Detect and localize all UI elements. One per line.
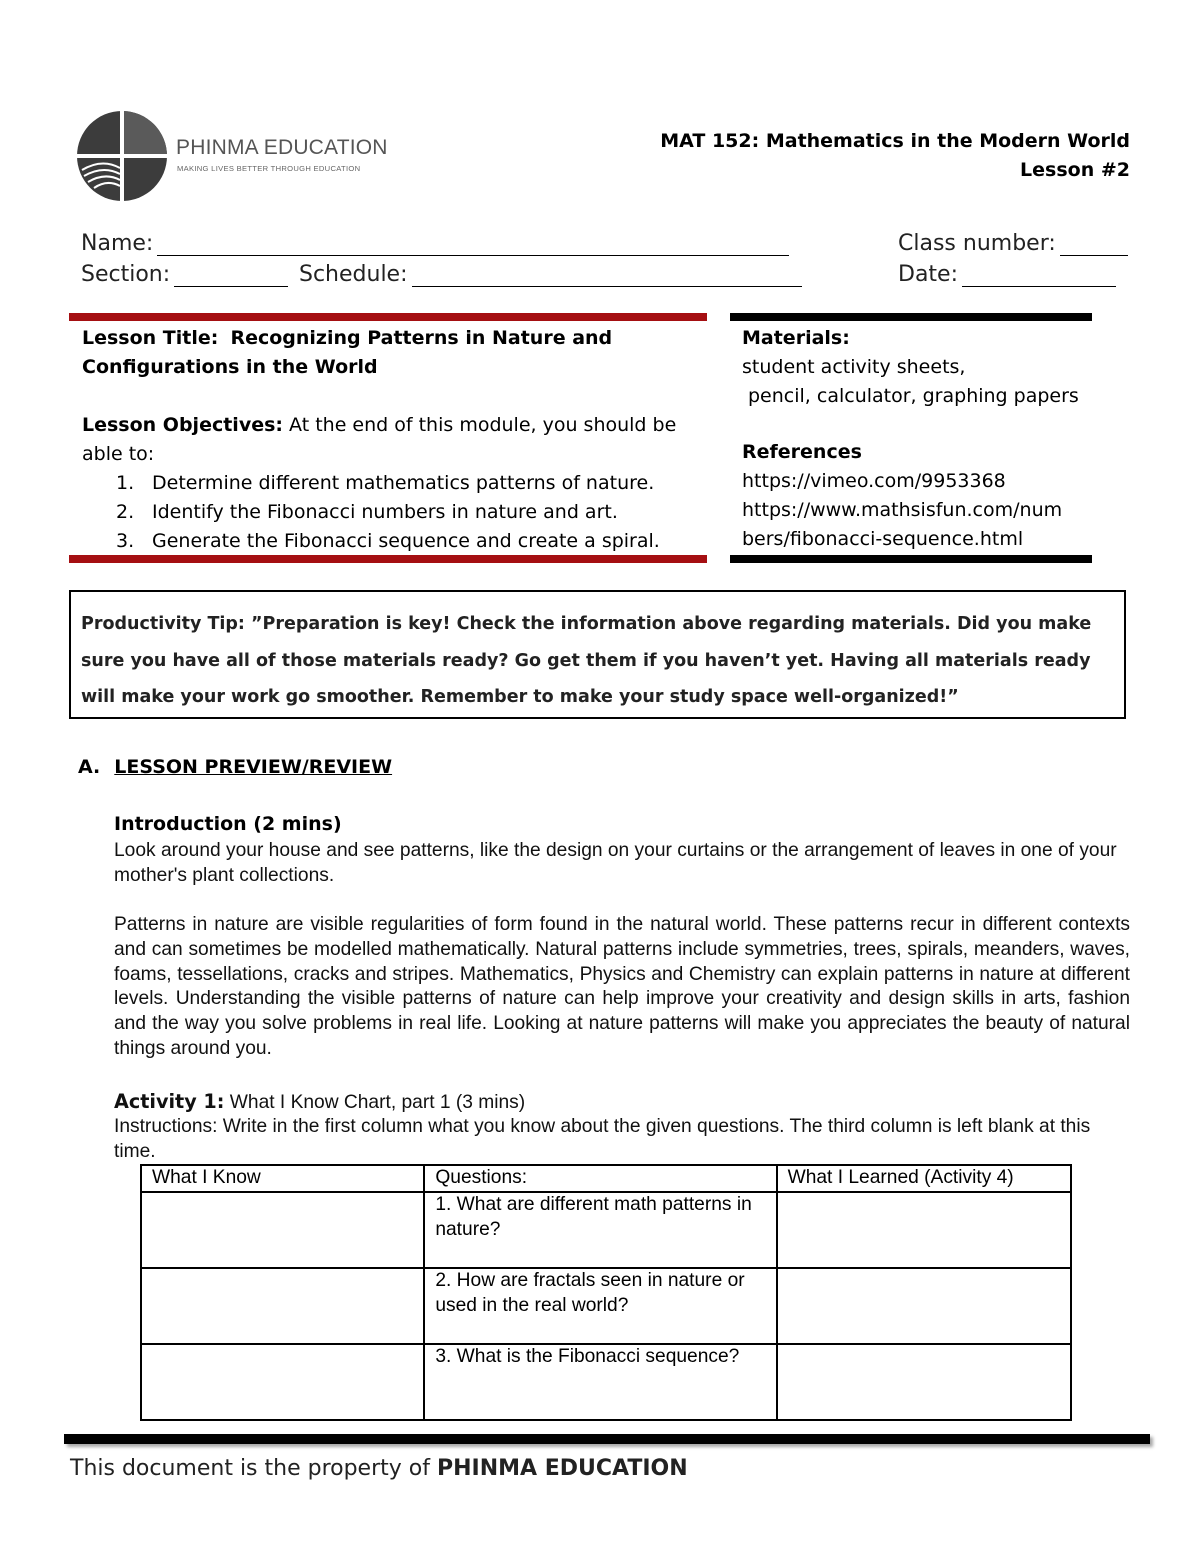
schedule-field[interactable] — [299, 262, 802, 287]
materials-line1: student activity sheets, — [742, 356, 966, 378]
section-letter: A. — [78, 756, 101, 778]
lesson-number: Lesson #2 — [1020, 159, 1130, 181]
lesson-top-bar — [69, 313, 707, 321]
tip-text: ”Preparation is key! Check the information above regarding materials. Did you make sure you have all of those materials ready? Go get them if you haven’t yet. Having all materials ready will make your work go smoother. Remember to make your study space well-organized!” — [81, 614, 1092, 707]
table-row — [141, 1192, 1071, 1268]
footer-owner: PHINMA EDUCATION — [436, 1456, 688, 1481]
footer-bar — [64, 1434, 1150, 1444]
materials-bottom-bar — [730, 555, 1092, 563]
know-cell[interactable] — [141, 1344, 424, 1420]
section-field[interactable] — [81, 262, 288, 287]
know-cell[interactable] — [141, 1192, 424, 1268]
question-cell: 2. How are fractals seen in nature or used in the real world? — [424, 1268, 776, 1344]
tip-label: Productivity Tip: — [81, 614, 245, 634]
reference-link-2-line2[interactable]: bers/fibonacci-sequence.html — [742, 528, 1024, 550]
lesson-title-line1: Recognizing Patterns in Nature and — [230, 327, 613, 349]
table-row — [141, 1344, 1071, 1420]
logo-tagline: MAKING LIVES BETTER THROUGH EDUCATION — [177, 164, 361, 173]
reference-link-1[interactable]: https://vimeo.com/9953368 — [742, 470, 1006, 492]
header-questions: Questions: — [424, 1165, 776, 1192]
objective-item: 2. Identify the Fibonacci numbers in nature and art. — [116, 501, 618, 523]
objective-item: 3. Generate the Fibonacci sequence and create a spiral. — [116, 530, 660, 552]
class-number-field[interactable] — [898, 231, 1128, 256]
objective-item: 1. Determine different mathematics patterns of nature. — [116, 472, 655, 494]
lesson-info-box — [82, 324, 702, 556]
table-header-row — [141, 1165, 1071, 1192]
know-cell[interactable] — [141, 1268, 424, 1344]
introduction-heading: Introduction (2 mins) — [114, 813, 342, 835]
header-what-i-learned: What I Learned (Activity 4) — [777, 1165, 1071, 1192]
lesson-bottom-bar — [69, 555, 707, 563]
productivity-tip-box — [69, 590, 1126, 719]
section-a-heading — [78, 756, 392, 778]
course-title: MAT 152: Mathematics in the Modern World — [660, 130, 1130, 152]
section-title: LESSON PREVIEW/REVIEW — [114, 756, 393, 778]
date-field[interactable] — [898, 262, 1116, 287]
section-label: Section: — [81, 262, 171, 287]
class-number-line[interactable] — [1060, 235, 1128, 256]
question-cell: 1. What are different math patterns in nature? — [424, 1192, 776, 1268]
objectives-intro-line2: able to: — [82, 443, 155, 465]
footer-text — [70, 1456, 688, 1481]
learned-cell[interactable] — [777, 1344, 1071, 1420]
lesson-title-label: Lesson Title: — [82, 327, 219, 349]
table-row — [141, 1268, 1071, 1344]
reference-link-2-line1[interactable]: https://www.mathsisfun.com/num — [742, 499, 1063, 521]
schedule-line[interactable] — [412, 266, 802, 287]
phinma-logo-icon — [76, 110, 168, 202]
name-line[interactable] — [157, 235, 789, 256]
activity1-instructions: Instructions: Write in the first column what you know about the given questions. The third column is left blank at this time. — [114, 1116, 1091, 1162]
objectives-label: Lesson Objectives: — [82, 414, 283, 436]
section-line[interactable] — [174, 266, 288, 287]
logo-name: PHINMA EDUCATION — [176, 136, 388, 159]
activity1-heading — [114, 1090, 1130, 1116]
objectives-list — [116, 469, 702, 556]
name-field[interactable] — [81, 231, 789, 256]
learned-cell[interactable] — [777, 1192, 1071, 1268]
date-label: Date: — [898, 262, 958, 287]
name-label: Name: — [81, 231, 154, 256]
schedule-label: Schedule: — [299, 262, 408, 287]
activity1-label: Activity 1: — [114, 1090, 225, 1113]
objectives-intro-line1: At the end of this module, you should be — [289, 414, 677, 436]
lesson-title-line2: Configurations in the World — [82, 356, 378, 378]
materials-box — [742, 324, 1092, 554]
activity1-title: What I Know Chart, part 1 (3 mins) — [229, 1092, 526, 1113]
materials-line2: pencil, calculator, graphing papers — [748, 385, 1079, 407]
what-i-know-chart — [140, 1164, 1072, 1421]
introduction-para2: Patterns in nature are visible regularities of form found in the natural world. These patterns recur in different contexts and can sometimes be modelled mathematically. Natural patterns include symmetries, trees, spirals, meanders, waves, foams, tessellations, cracks and stripes. Mathematics, Physics and Chemistry can explain patterns in nature at different levels. Understanding the visible patterns of nature can help improve your creativity and design skills in arts, fashion and the way you solve problems in real life. Looking at nature patterns will make you appreciates the beauty of natural things around you. — [114, 914, 1130, 1059]
question-cell: 3. What is the Fibonacci sequence? — [424, 1344, 776, 1420]
learned-cell[interactable] — [777, 1268, 1071, 1344]
header-what-i-know: What I Know — [141, 1165, 424, 1192]
materials-top-bar — [730, 313, 1092, 321]
materials-label: Materials: — [742, 327, 850, 349]
class-number-label: Class number: — [898, 231, 1056, 256]
productivity-tip — [81, 606, 1121, 716]
footer-prefix: This document is the property of — [70, 1456, 430, 1481]
date-line[interactable] — [962, 266, 1116, 287]
references-label: References — [742, 441, 862, 463]
introduction-para1: Look around your house and see patterns, like the design on your curtains or the arrangement of leaves in one of your mother's plant collections. — [114, 840, 1117, 886]
